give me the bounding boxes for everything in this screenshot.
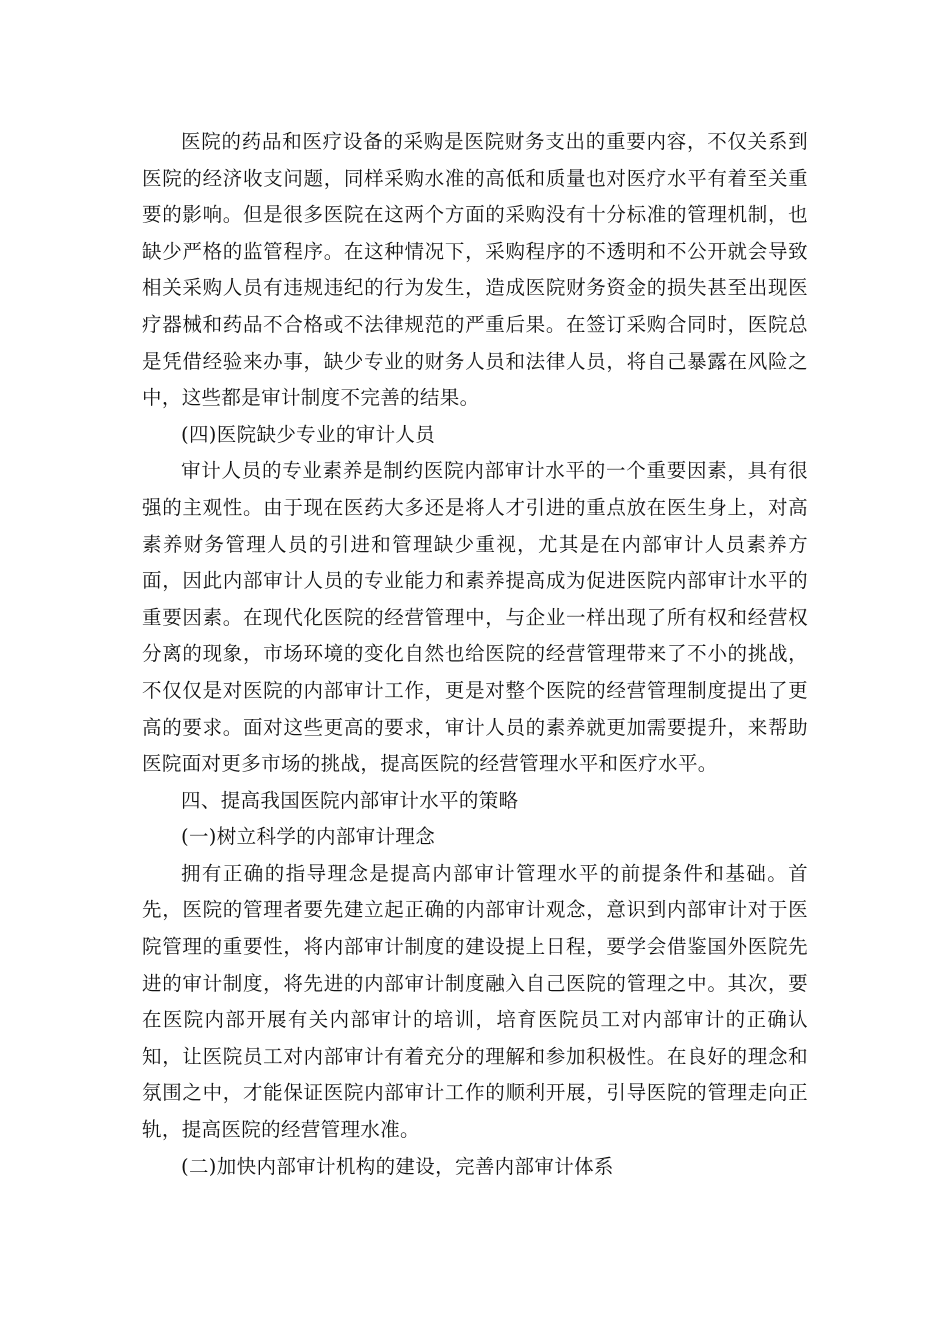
section-heading-1: (一)树立科学的内部审计理念 xyxy=(181,825,436,849)
section-heading-4: (四)医院缺少专业的审计人员 xyxy=(181,422,436,446)
chapter-heading-strategies: 四、提高我国医院内部审计水平的策略 xyxy=(181,788,519,812)
paragraph-procurement: 医院的药品和医疗设备的采购是医院财务支出的重要内容，不仅关系到医院的经济收支问题，同样采购水准的高低和质量也对医疗水平有着至关重要的影响。但是很多医院在这两个方面的采购没有十分标准的管理机制，也缺少严格的监管程序。在这种情况下，采购程序的不透明和不公开就会导致相关采购人员有违规违纪的行为发生，造成医院财务资金的损失甚至出现医疗器械和药品不合格或不法律规范的严重后果。在签订采购合同时，医院总是凭借经验来办事，缺少专业的财务人员和法律人员，将自己暴露在风险之中，这些都是审计制度不完善的结果。 xyxy=(142,130,808,410)
paragraph-audit-concept: 拥有正确的指导理念是提高内部审计管理水平的前提条件和基础。首先，医院的管理者要先建立起正确的内部审计观念，意识到内部审计对于医院管理的重要性，将内部审计制度的建设提上日程，要学会借鉴国外医院先进的审计制度，将先进的内部审计制度融入自己医院的管理之中。其次，要在医院内部开展有关内部审计的培训，培育医院员工对内部审计的正确认知，让医院员工对内部审计有着充分的理解和参加积极性。在良好的理念和氛围之中，才能保证医院内部审计工作的顺利开展，引导医院的管理走向正轨，提高医院的经营管理水准。 xyxy=(142,861,808,1142)
document-body xyxy=(142,124,808,1185)
section-heading-2: (二)加快内部审计机构的建设，完善内部审计体系 xyxy=(181,1154,614,1178)
paragraph-auditor-quality: 审计人员的专业素养是制约医院内部审计水平的一个重要因素，具有很强的主观性。由于现在医药大多还是将人才引进的重点放在医生身上，对高素养财务管理人员的引进和管理缺少重视，尤其是在内部审计人员素养方面，因此内部审计人员的专业能力和素养提高成为促进医院内部审计水平的重要因素。在现代化医院的经营管理中，与企业一样出现了所有权和经营权分离的现象，市场环境的变化自然也给医院的经营管理带来了不小的挑战，不仅仅是对医院的内部审计工作，更是对整个医院的经营管理制度提出了更高的要求。面对这些更高的要求，审计人员的素养就更加需要提升，来帮助医院面对更多市场的挑战，提高医院的经营管理水平和医疗水平。 xyxy=(142,459,808,776)
